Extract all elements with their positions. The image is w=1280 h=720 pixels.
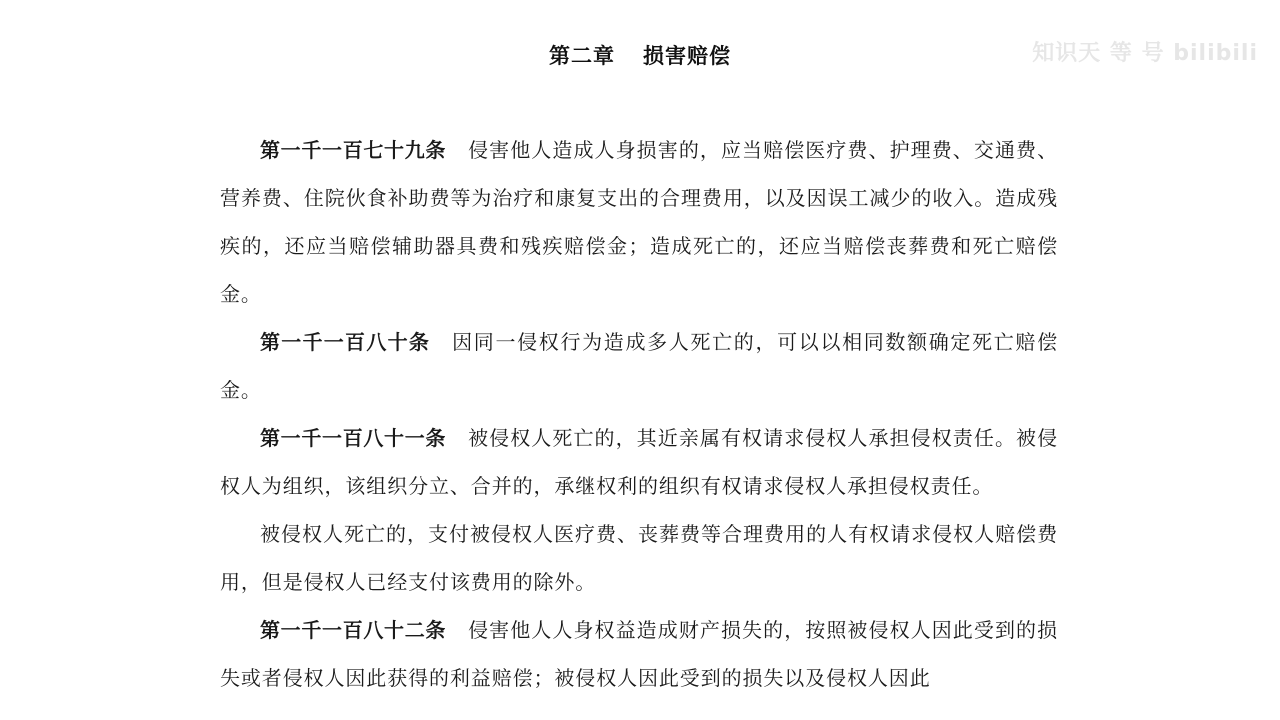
article-number: 第一千一百八十二条: [260, 618, 447, 642]
article-1181: [220, 414, 1058, 510]
article-text: 侵害他人造成人身损害的，应当赔偿医疗费、护理费、交通费、营养费、住院伙食补助费等为治疗和康复支出的合理费用，以及因误工减少的收入。造成残疾的，还应当赔偿辅助器具费和残疾赔偿金；造成死亡的，还应当赔偿丧葬费和死亡赔偿金。: [220, 138, 1059, 306]
article-1181-paragraph-2: [220, 510, 1058, 606]
bilibili-watermark: [1032, 36, 1258, 67]
article-text: 侵害他人人身权益造成财产损失的，按照被侵权人因此受到的损失或者侵权人因此获得的利益赔偿；被侵权人因此受到的损失以及侵权人因此: [220, 618, 1059, 690]
article-1179: [220, 126, 1058, 318]
watermark-text: 知识天 等 号 bilibili: [1032, 41, 1258, 66]
chapter-name: 损害赔偿: [643, 44, 731, 68]
article-text: 被侵权人死亡的，其近亲属有权请求侵权人承担侵权责任。被侵权人为组织，该组织分立、合并的，承继权利的组织有权请求侵权人承担侵权责任。: [220, 426, 1059, 498]
chapter-number: 第二章: [549, 44, 615, 68]
article-number: 第一千一百八十一条: [260, 426, 447, 450]
article-number: 第一千一百七十九条: [260, 138, 447, 162]
article-number: 第一千一百八十条: [260, 330, 431, 354]
article-1182: [220, 606, 1058, 702]
article-text: 因同一侵权行为造成多人死亡的，可以以相同数额确定死亡赔偿金。: [220, 330, 1058, 402]
article-text: 被侵权人死亡的，支付被侵权人医疗费、丧葬费等合理费用的人有权请求侵权人赔偿费用，但是侵权人已经支付该费用的除外。: [220, 522, 1058, 594]
document-body: [220, 126, 1058, 702]
article-1180: [220, 318, 1058, 414]
